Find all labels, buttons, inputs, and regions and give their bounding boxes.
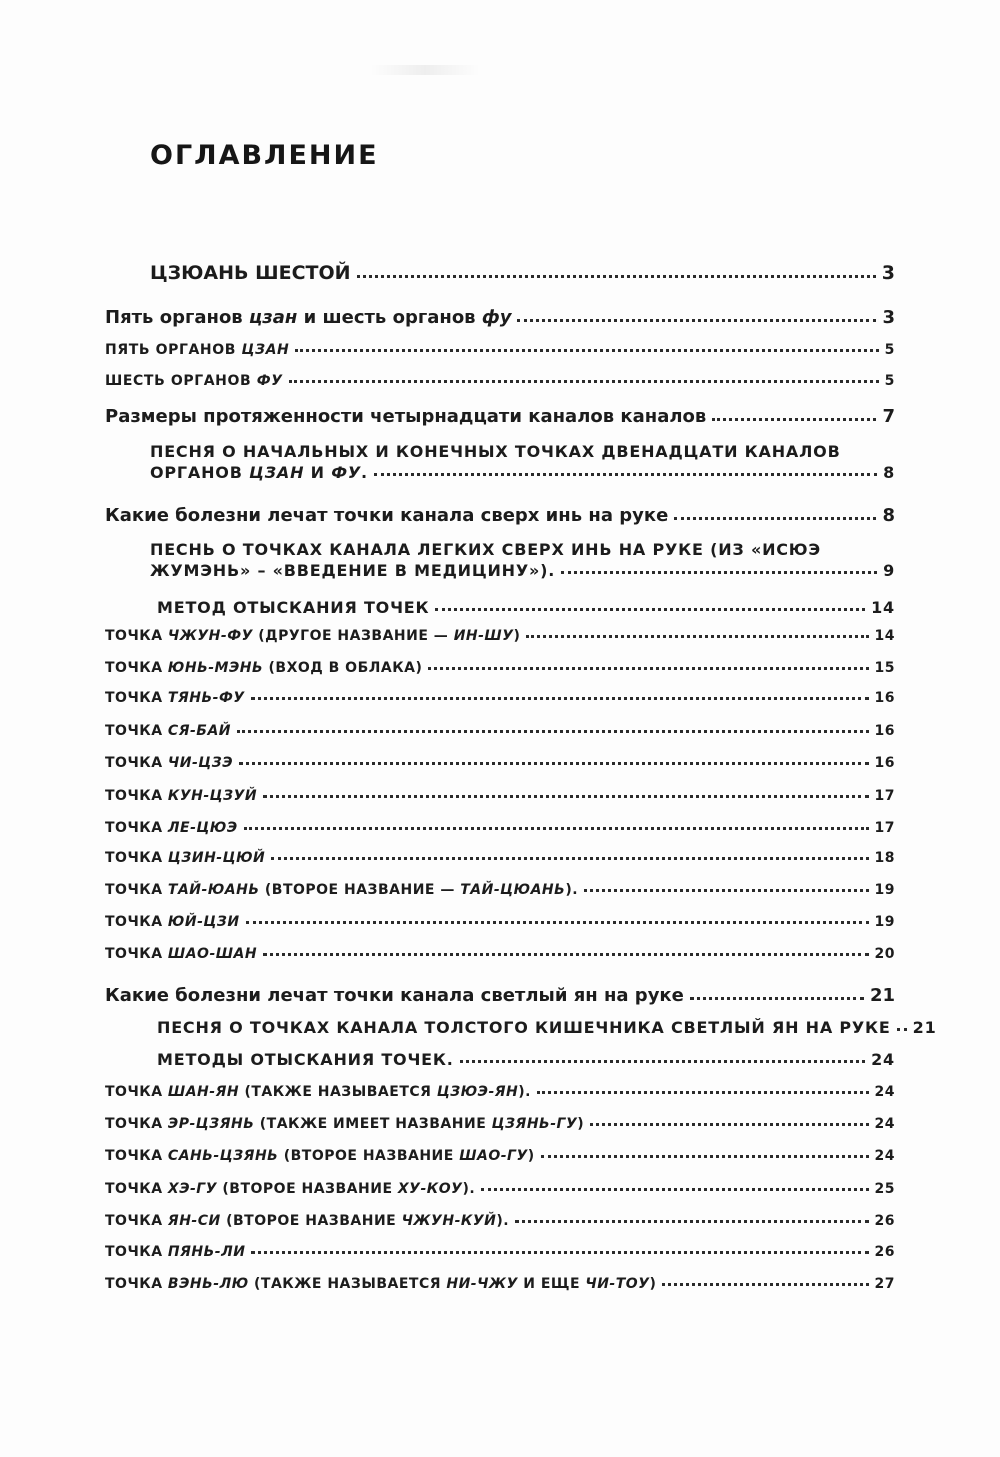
entry-text-part: ШЕСТЬ ОРГАНОВ bbox=[105, 373, 257, 389]
page-number: 9 bbox=[883, 561, 895, 580]
entry-term: ЧИ-ТОУ bbox=[585, 1276, 650, 1292]
page-number: 17 bbox=[874, 788, 895, 804]
dot-leader bbox=[251, 697, 869, 700]
dot-leader bbox=[481, 1188, 868, 1191]
dot-leader bbox=[537, 1091, 869, 1094]
dot-leader bbox=[897, 1028, 907, 1031]
toc-entry-title-line: ПЕСНЯ О НАЧАЛЬНЫХ И КОНЕЧНЫХ ТОЧКАХ ДВЕНАДЦАТИ КАНАЛОВ bbox=[150, 442, 841, 461]
page-number: 8 bbox=[883, 463, 895, 482]
page-number: 16 bbox=[874, 723, 895, 739]
toc-entry[interactable] bbox=[105, 307, 895, 328]
toc-entry-title bbox=[105, 914, 240, 930]
dot-leader bbox=[584, 889, 868, 892]
toc-entry-title bbox=[105, 1181, 475, 1197]
entry-term: ЦЗИН-ЦЮЙ bbox=[167, 850, 266, 866]
entry-text-part: ) bbox=[527, 1148, 535, 1164]
entry-term: СЯ-БАЙ bbox=[167, 723, 232, 739]
entry-text-part: ). bbox=[496, 1213, 510, 1229]
dot-leader bbox=[674, 517, 876, 520]
toc-entry-title bbox=[105, 755, 233, 771]
page-number: 15 bbox=[874, 660, 895, 676]
page-title: ОГЛАВЛЕНИЕ bbox=[150, 140, 379, 171]
page-number: 19 bbox=[874, 914, 895, 930]
entry-text-part: ТОЧКА bbox=[105, 660, 168, 676]
page-number: 5 bbox=[884, 373, 895, 389]
entry-term: ФУ bbox=[256, 373, 283, 389]
entry-text-part: (ВХОД В ОБЛАКА) bbox=[263, 660, 423, 676]
toc-entry[interactable] bbox=[105, 628, 895, 644]
toc-entry[interactable] bbox=[105, 1181, 895, 1197]
entry-text-part: ТОЧКА bbox=[105, 788, 168, 804]
entry-text-part: ТОЧКА bbox=[105, 1084, 168, 1100]
toc-entry-title bbox=[105, 1084, 531, 1100]
toc-entry-title bbox=[105, 820, 238, 836]
toc-entry-title bbox=[105, 505, 668, 526]
page-number: 24 bbox=[874, 1116, 895, 1132]
toc-entry[interactable] bbox=[105, 373, 895, 389]
toc-entry-title bbox=[105, 660, 422, 676]
toc-entry-title bbox=[105, 1213, 509, 1229]
toc-entry-title bbox=[105, 1148, 535, 1164]
dot-leader bbox=[295, 349, 878, 352]
entry-text-part: ). bbox=[462, 1181, 476, 1197]
dot-leader bbox=[541, 1155, 869, 1158]
page-number: 26 bbox=[874, 1244, 895, 1260]
toc-entry-title bbox=[105, 690, 245, 706]
toc-entry-title bbox=[105, 946, 257, 962]
entry-text-part: ТОЧКА bbox=[105, 1148, 168, 1164]
page-number: 25 bbox=[874, 1181, 895, 1197]
entry-text-part: (ВТОРОЕ НАЗВАНИЕ bbox=[278, 1148, 460, 1164]
page-number: 3 bbox=[882, 307, 895, 328]
entry-text-part: ЦЗЮАНЬ ШЕСТОЙ bbox=[150, 262, 351, 284]
dot-leader bbox=[289, 380, 879, 383]
entry-term: ВЭНЬ-ЛЮ bbox=[167, 1276, 249, 1292]
toc-entry-title bbox=[105, 850, 265, 866]
entry-text-part: И ЕЩЕ bbox=[517, 1276, 586, 1292]
entry-text-part: ) bbox=[577, 1116, 585, 1132]
toc-entry[interactable] bbox=[105, 723, 895, 739]
entry-text-part: ТОЧКА bbox=[105, 1244, 168, 1260]
page-number: 21 bbox=[912, 1018, 937, 1037]
page-number: 7 bbox=[882, 406, 895, 427]
toc-entry-title bbox=[157, 598, 429, 617]
entry-term: ЦЗЯНЬ-ГУ bbox=[491, 1116, 578, 1132]
dot-leader bbox=[590, 1123, 868, 1126]
toc-entry[interactable] bbox=[105, 914, 895, 930]
bleed-through-mark bbox=[370, 65, 480, 75]
entry-text-part: МЕТОДЫ ОТЫСКАНИЯ ТОЧЕК. bbox=[157, 1050, 454, 1069]
page-number: 21 bbox=[869, 985, 895, 1006]
entry-text-part: ПЕСНЯ О ТОЧКАХ КАНАЛА ТОЛСТОГО КИШЕЧНИКА СВЕТЛЫЙ ЯН НА РУКЕ bbox=[157, 1018, 891, 1037]
entry-text-part: ) bbox=[649, 1276, 657, 1292]
toc-entry-title bbox=[105, 985, 684, 1006]
page-number: 3 bbox=[881, 262, 895, 284]
dot-leader bbox=[435, 608, 865, 611]
entry-text-part: Какие болезни лечат точки канала светлый ян на руке bbox=[105, 985, 684, 1006]
dot-leader bbox=[428, 667, 868, 670]
entry-text-part: ТОЧКА bbox=[105, 1181, 168, 1197]
toc-entry[interactable] bbox=[157, 1050, 895, 1069]
toc-entry[interactable] bbox=[157, 598, 895, 617]
toc-entry-title bbox=[105, 342, 289, 358]
toc-entry-title-line: ПЕСНЬ О ТОЧКАХ КАНАЛА ЛЕГКИХ СВЕРХ ИНЬ НА РУКЕ (ИЗ «ИСЮЭ bbox=[150, 540, 821, 559]
entry-text-part: (ТАКЖЕ НАЗЫВАЕТСЯ bbox=[248, 1276, 447, 1292]
entry-text-part: МЕТОД ОТЫСКАНИЯ ТОЧЕК bbox=[157, 598, 430, 617]
dot-leader bbox=[357, 275, 876, 278]
entry-text-part: ТОЧКА bbox=[105, 1116, 168, 1132]
entry-text-part: (ТАКЖЕ НАЗЫВАЕТСЯ bbox=[239, 1084, 437, 1100]
dot-leader bbox=[712, 418, 876, 421]
toc-entry-title bbox=[157, 1050, 454, 1069]
entry-term: ШАО-ГУ bbox=[459, 1148, 528, 1164]
entry-text-part: (ВТОРОЕ НАЗВАНИЕ — bbox=[259, 882, 461, 898]
entry-term: ШАО-ШАН bbox=[167, 946, 258, 962]
page-number: 5 bbox=[884, 342, 895, 358]
entry-term: фу bbox=[481, 307, 512, 328]
toc-entry[interactable] bbox=[105, 690, 895, 706]
page-number: 24 bbox=[871, 1050, 895, 1069]
toc-entry[interactable] bbox=[105, 505, 895, 526]
toc-entry[interactable] bbox=[105, 755, 895, 771]
entry-term: ЮНЬ-МЭНЬ bbox=[167, 660, 264, 676]
entry-term: цзан bbox=[248, 307, 298, 328]
toc-entry-title bbox=[105, 723, 231, 739]
entry-text-part: ПЯТЬ ОРГАНОВ bbox=[105, 342, 242, 358]
page-number: 14 bbox=[874, 628, 895, 644]
entry-text-part: ТОЧКА bbox=[105, 850, 168, 866]
dot-leader bbox=[517, 319, 876, 322]
toc-entry[interactable] bbox=[150, 442, 895, 482]
entry-text-part: Размеры протяженности четырнадцати каналов каналов bbox=[105, 406, 707, 427]
dot-leader bbox=[662, 1283, 868, 1286]
entry-term: ХУ-КОУ bbox=[397, 1181, 463, 1197]
entry-text-part: (ДРУГОЕ НАЗВАНИЕ — bbox=[252, 628, 454, 644]
entry-text-part: ТОЧКА bbox=[105, 755, 168, 771]
entry-term: ЭР-ЦЗЯНЬ bbox=[167, 1116, 255, 1132]
page-number: 16 bbox=[874, 690, 895, 706]
dot-leader bbox=[237, 730, 869, 733]
dot-leader bbox=[251, 1251, 868, 1254]
entry-term: ФУ bbox=[331, 463, 362, 482]
toc-entry-title bbox=[105, 1244, 245, 1260]
entry-text-part: И bbox=[304, 463, 332, 482]
page-number: 26 bbox=[874, 1213, 895, 1229]
toc-entry-title-continuation bbox=[150, 561, 555, 580]
entry-term: ИН-ШУ bbox=[453, 628, 514, 644]
dot-leader bbox=[246, 921, 869, 924]
toc-entry-title bbox=[105, 373, 283, 389]
entry-text-part: ТОЧКА bbox=[105, 820, 168, 836]
entry-text-part: ЖУМЭНЬ» – «ВВЕДЕНИЕ В МЕДИЦИНУ»). bbox=[150, 561, 556, 580]
toc-entry[interactable] bbox=[105, 660, 895, 676]
entry-text-part: (ТАКЖЕ ИМЕЕТ НАЗВАНИЕ bbox=[254, 1116, 492, 1132]
page-number: 19 bbox=[874, 882, 895, 898]
toc-entry-title bbox=[157, 1018, 891, 1037]
entry-term: САНЬ-ЦЗЯНЬ bbox=[167, 1148, 279, 1164]
toc-entry[interactable] bbox=[105, 1276, 895, 1292]
dot-leader bbox=[271, 857, 868, 860]
toc-entry-title bbox=[105, 628, 520, 644]
entry-term: ЧЖУН-КУЙ bbox=[401, 1213, 497, 1229]
toc-entry[interactable] bbox=[105, 406, 895, 427]
entry-term: ПЯНЬ-ЛИ bbox=[167, 1244, 246, 1260]
entry-text-part: и шесть органов bbox=[297, 307, 482, 328]
toc-entry[interactable] bbox=[105, 1148, 895, 1164]
dot-leader bbox=[515, 1220, 868, 1223]
toc-entry[interactable] bbox=[150, 540, 895, 580]
toc-entry-title bbox=[105, 406, 706, 427]
entry-term: ЧИ-ЦЗЭ bbox=[167, 755, 233, 771]
entry-term: ЦЗАН bbox=[249, 463, 305, 482]
toc-entry[interactable] bbox=[105, 850, 895, 866]
toc-entry[interactable] bbox=[105, 788, 895, 804]
dot-leader bbox=[374, 473, 877, 476]
entry-text-part: Пять органов bbox=[105, 307, 249, 328]
toc-entry[interactable] bbox=[105, 342, 895, 358]
entry-term: ЦЗЮЭ-ЯН bbox=[436, 1084, 519, 1100]
toc-entry[interactable] bbox=[105, 1116, 895, 1132]
toc-entry-title bbox=[105, 788, 257, 804]
page-number: 27 bbox=[874, 1276, 895, 1292]
entry-term: ЦЗАН bbox=[241, 342, 290, 358]
entry-term: ХЭ-ГУ bbox=[167, 1181, 218, 1197]
toc-entry-title bbox=[105, 307, 511, 328]
entry-text-part: ОРГАНОВ bbox=[150, 463, 250, 482]
entry-text-part: ТОЧКА bbox=[105, 1213, 168, 1229]
entry-text-part: ТОЧКА bbox=[105, 946, 168, 962]
toc-entry[interactable] bbox=[105, 1213, 895, 1229]
toc-entry[interactable] bbox=[157, 1018, 937, 1037]
entry-term: ТЯНЬ-ФУ bbox=[167, 690, 245, 706]
entry-text-part: ) bbox=[513, 628, 521, 644]
toc-entry-title bbox=[150, 262, 351, 284]
toc-entry[interactable] bbox=[105, 820, 895, 836]
entry-term: ТАЙ-ЦЮАНЬ bbox=[460, 882, 566, 898]
entry-text-part: ). bbox=[565, 882, 579, 898]
entry-text-part: ТОЧКА bbox=[105, 882, 168, 898]
entry-term: ЮЙ-ЦЗИ bbox=[167, 914, 240, 930]
entry-text-part: ТОЧКА bbox=[105, 1276, 168, 1292]
page-number: 24 bbox=[874, 1084, 895, 1100]
dot-leader bbox=[561, 571, 877, 574]
dot-leader bbox=[244, 827, 869, 830]
entry-term: КУН-ЦЗУЙ bbox=[167, 788, 258, 804]
entry-term: ТАЙ-ЮАНЬ bbox=[167, 882, 260, 898]
entry-text-part: (ВТОРОЕ НАЗВАНИЕ bbox=[217, 1181, 398, 1197]
dot-leader bbox=[239, 762, 869, 765]
toc-entry-title bbox=[105, 1116, 584, 1132]
toc-entry[interactable] bbox=[150, 262, 895, 284]
entry-text-part: (ВТОРОЕ НАЗВАНИЕ bbox=[220, 1213, 402, 1229]
dot-leader bbox=[263, 953, 868, 956]
page-number: 17 bbox=[874, 820, 895, 836]
entry-text-part: ТОЧКА bbox=[105, 628, 168, 644]
toc-entry[interactable] bbox=[105, 1084, 895, 1100]
dot-leader bbox=[460, 1060, 865, 1063]
entry-text-part: ). bbox=[518, 1084, 531, 1100]
entry-term: ШАН-ЯН bbox=[167, 1084, 240, 1100]
page-number: 8 bbox=[882, 505, 895, 526]
entry-text-part: ТОЧКА bbox=[105, 914, 168, 930]
entry-text-part: Какие болезни лечат точки канала сверх инь на руке bbox=[105, 505, 669, 526]
toc-entry[interactable] bbox=[105, 985, 895, 1006]
toc-entry[interactable] bbox=[105, 882, 895, 898]
entry-term: ЛЕ-ЦЮЭ bbox=[167, 820, 238, 836]
entry-term: ЧЖУН-ФУ bbox=[167, 628, 253, 644]
entry-text-part: ТОЧКА bbox=[105, 723, 168, 739]
dot-leader bbox=[263, 795, 868, 798]
toc-entry[interactable] bbox=[105, 1244, 895, 1260]
page-number: 16 bbox=[874, 755, 895, 771]
toc-entry-title-continuation bbox=[150, 463, 368, 482]
dot-leader bbox=[526, 635, 868, 638]
entry-text-part: . bbox=[361, 463, 368, 482]
entry-term: ЯН-СИ bbox=[167, 1213, 221, 1229]
page-number: 24 bbox=[874, 1148, 895, 1164]
page-number: 18 bbox=[874, 850, 895, 866]
dot-leader bbox=[690, 997, 864, 1000]
entry-term: НИ-ЧЖУ bbox=[446, 1276, 518, 1292]
entry-text-part: ТОЧКА bbox=[105, 690, 168, 706]
page-number: 20 bbox=[874, 946, 895, 962]
page-number: 14 bbox=[871, 598, 895, 617]
toc-entry-title bbox=[105, 882, 578, 898]
toc-entry[interactable] bbox=[105, 946, 895, 962]
toc-entry-title bbox=[105, 1276, 656, 1292]
